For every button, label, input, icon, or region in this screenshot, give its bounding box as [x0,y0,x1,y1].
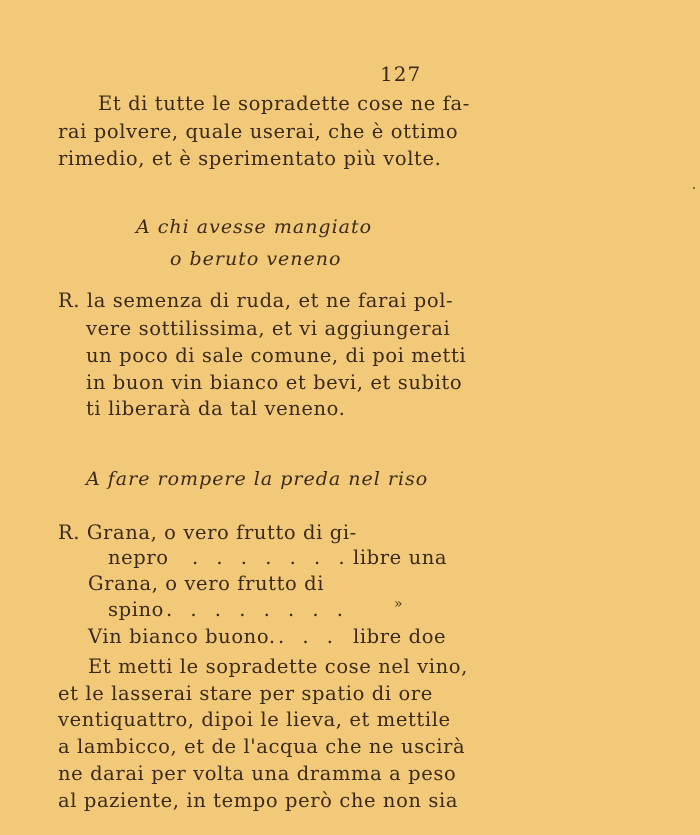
paragraph-2-line-4: a lambicco, et de l'acqua che ne uscirà [58,735,466,758]
ingredient-1-leader: . . . . . . . [192,546,351,569]
recipe-1-line-4: in buon vin bianco et bevi, et subito [86,371,463,394]
recipe-1-line-5: ti liberarà da tal veneno. [86,397,346,420]
recipe-1-line-1: R. la semenza di ruda, et ne farai pol- [58,289,454,312]
heading-poison-line-1: A chi avesse mangiato [136,216,373,238]
paragraph-2-line-3: ventiquattro, dipoi le lieva, et mettile [58,708,451,731]
paragraph-2-line-1: Et metti le sopradette cose nel vino, [88,655,468,678]
ingredient-2-name: spino [108,598,165,621]
ingredient-1-name: nepro [108,546,169,569]
ingredient-3-name: Vin bianco buono. [88,625,276,648]
paragraph-2-line-5: ne darai per volta una dramma a peso [58,762,457,785]
paper-speck [693,187,695,189]
ingredient-1-line-1: R. Grana, o vero frutto di gi- [58,521,357,544]
ingredient-2-ditto-mark: » [394,596,404,612]
ingredient-2-leader: . . . . . . . . [166,598,349,621]
recipe-1-line-3: un poco di sale comune, di poi metti [86,344,467,367]
heading-poison-line-2: o beruto veneno [170,248,342,270]
paragraph-1-line-1: Et di tutte le sopradette cose ne fa- [98,92,470,115]
ingredient-3-leader: . . . [278,625,339,648]
recipe-1-line-2: vere sottilissima, et vi aggiungerai [86,317,451,340]
paragraph-2-line-2: et le lasserai stare per spatio di ore [58,682,433,705]
paragraph-1-line-3: rimedio, et è sperimentato più volte. [58,147,442,170]
ingredient-2-line-1: Grana, o vero frutto di [88,572,325,595]
page-number: 127 [380,62,422,86]
heading-stone: A fare rompere la preda nel riso [86,468,429,490]
paragraph-2-line-6: al paziente, in tempo però che non sia [58,789,459,812]
ingredient-3-quantity: libre doe [353,625,447,648]
ingredient-1-quantity: libre una [353,546,448,569]
paragraph-1-line-2: rai polvere, quale userai, che è ottimo [58,120,459,143]
